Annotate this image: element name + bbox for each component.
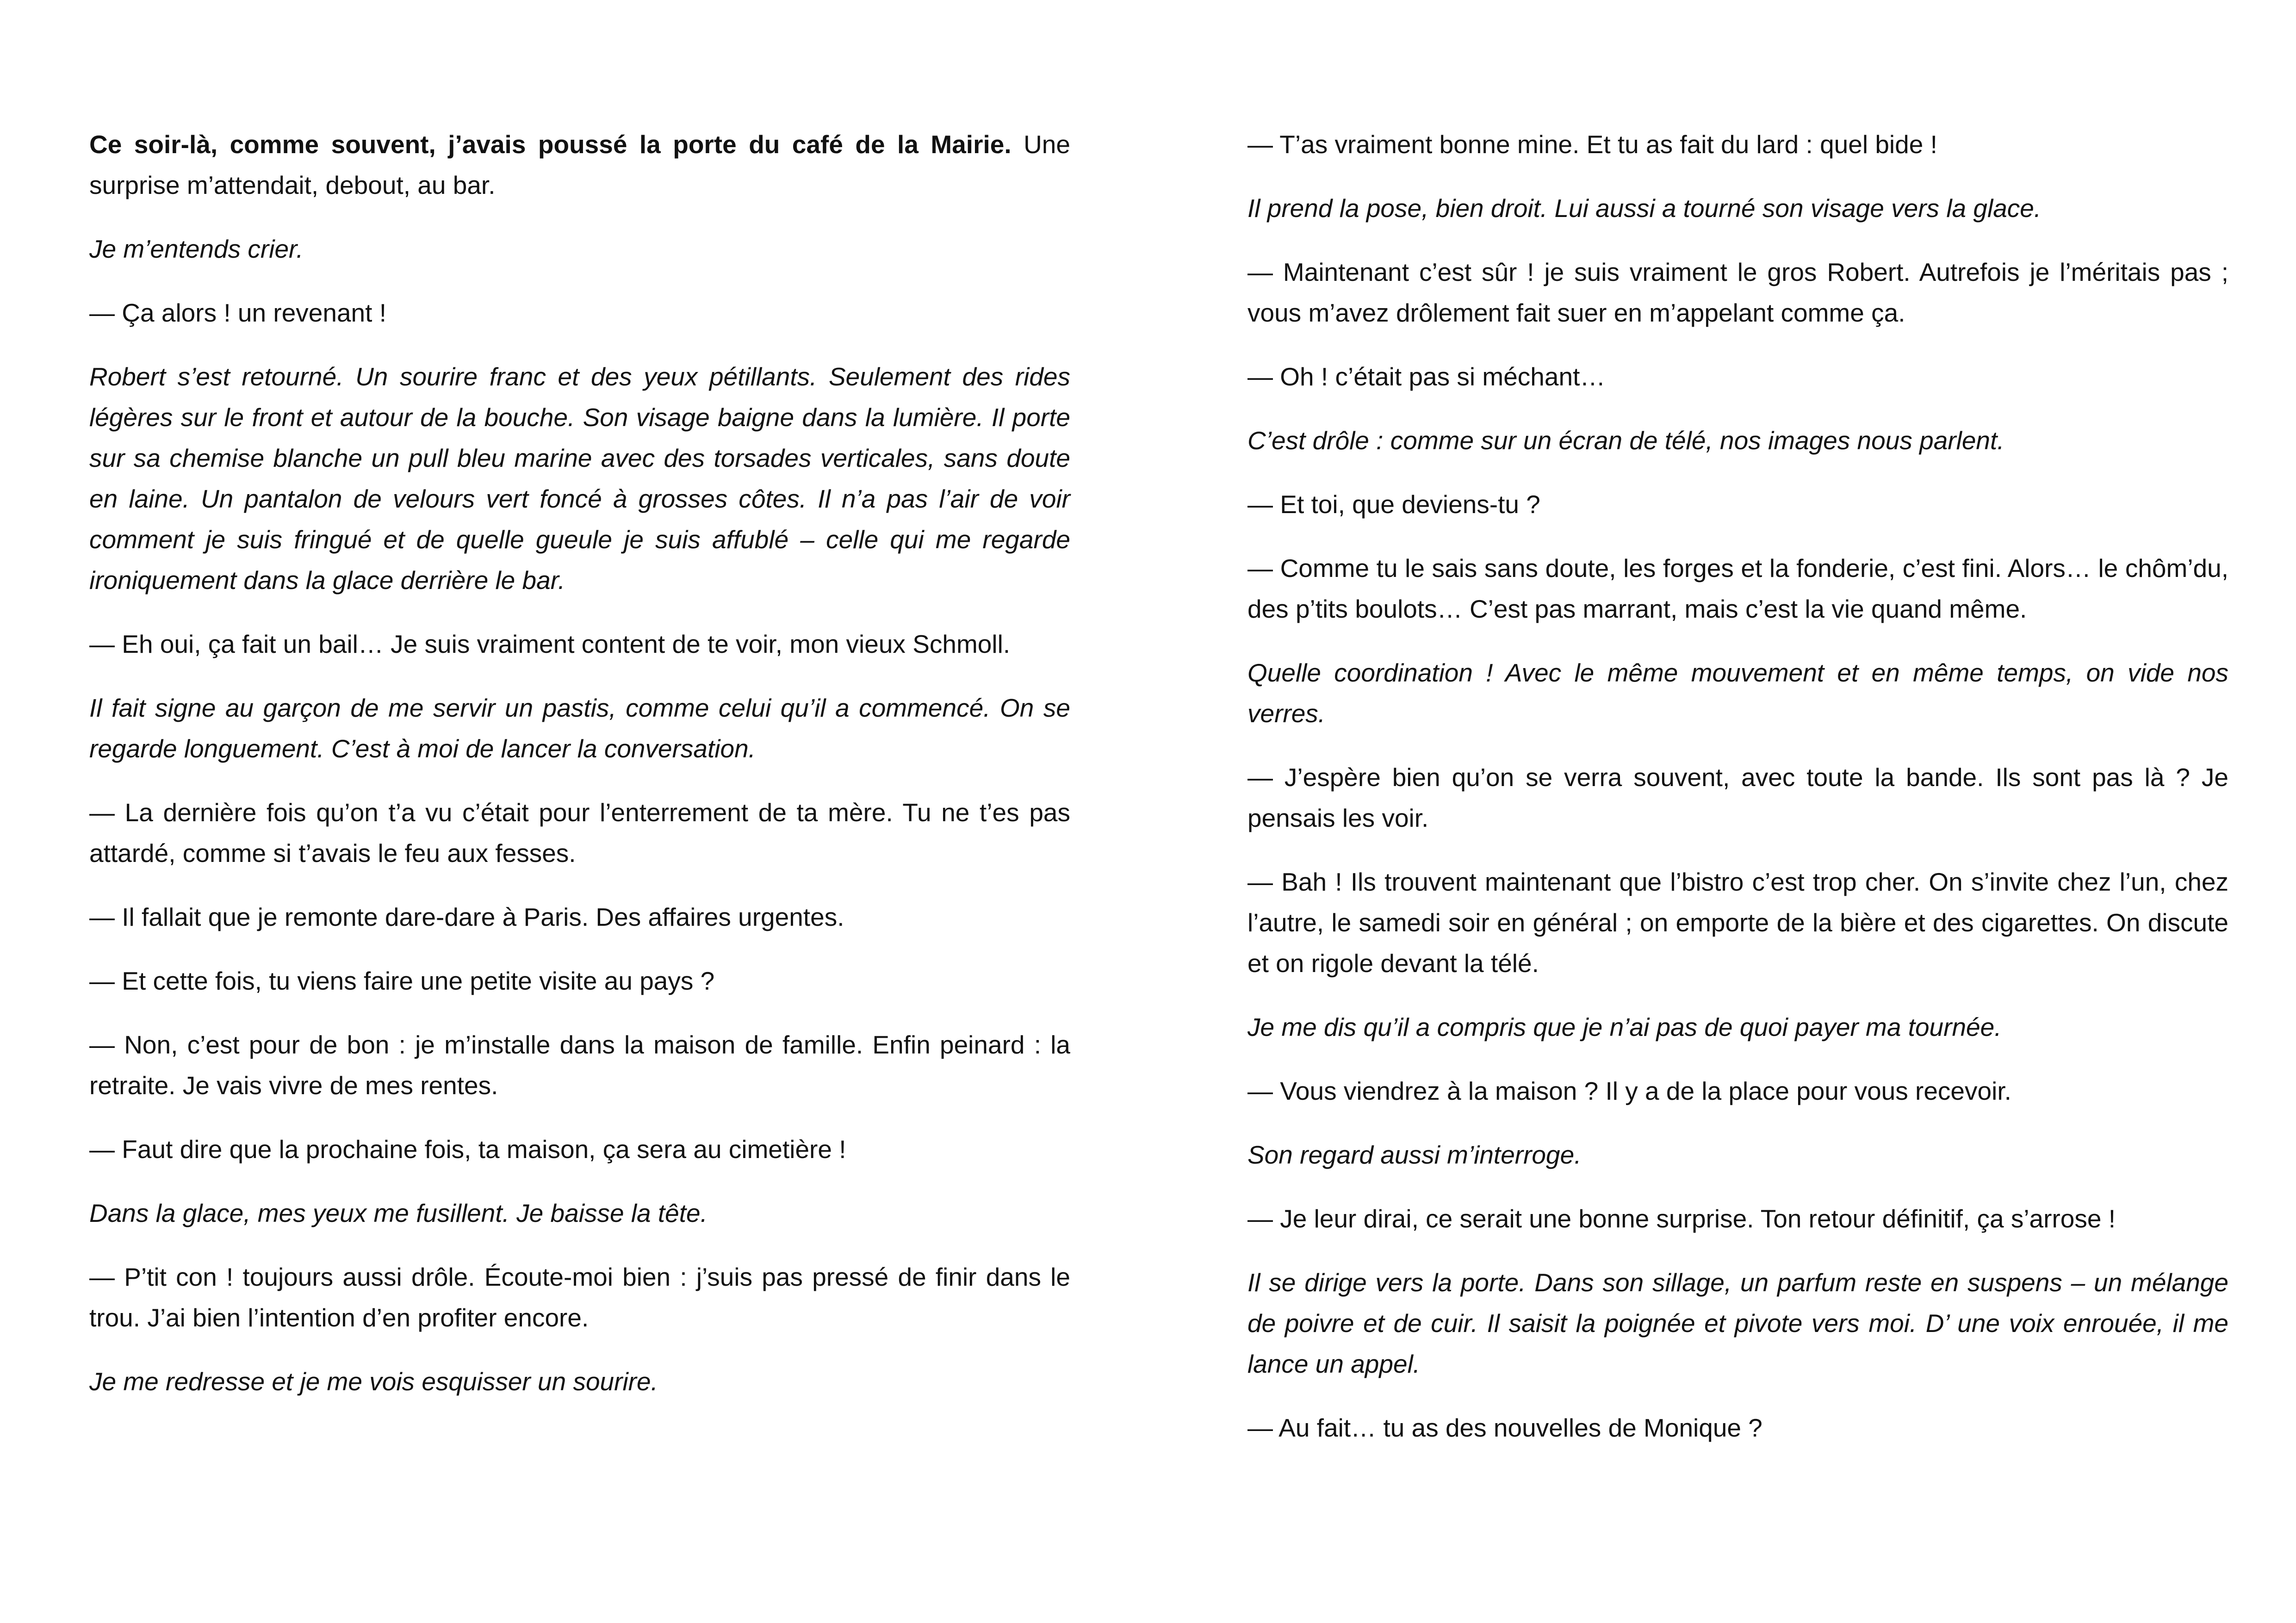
dialogue-paragraph: — P’tit con ! toujours aussi drôle. Écoute-moi bien : j’suis pas pressé de finir dans le trou. J’ai bien l’intention d’en profiter encore. [89,1263,1070,1332]
left-column [89,124,1070,1425]
narration-paragraph: Quelle coordination ! Avec le même mouvement et en même temps, on vide nos verres. [1247,658,2228,728]
narration-paragraph: Il fait signe au garçon de me servir un pastis, comme celui qu’il a commencé. On se regarde longuement. C’est à moi de lancer la conversation. [89,694,1070,763]
dialogue-paragraph: — Comme tu le sais sans doute, les forges et la fonderie, c’est fini. Alors… le chôm’du, des p’tits boulots… C’est pas marrant, mais c’est la vie quand même. [1247,554,2228,623]
dialogue-paragraph: — Et cette fois, tu viens faire une petite visite au pays ? [89,966,715,995]
dialogue-paragraph: — Non, c’est pour de bon : je m’installe dans la maison de famille. Enfin peinard : la retraite. Je vais vivre de mes rentes. [89,1030,1070,1100]
narration-paragraph: Son regard aussi m’interroge. [1247,1140,1582,1169]
opening-rest: Une surprise m’attendait, debout, au bar. [89,130,1070,199]
dialogue-paragraph: — Eh oui, ça fait un bail… Je suis vraiment content de te voir, mon vieux Schmoll. [89,630,1011,658]
dialogue-paragraph: — Ça alors ! un revenant ! [89,298,386,327]
dialogue-paragraph: — Oh ! c’était pas si méchant… [1247,362,1606,391]
dialogue-paragraph: — Bah ! Ils trouvent maintenant que l’bistro c’est trop cher. On s’invite chez l’un, chez l’autre, le samedi soir en général ; on emporte de la bière et des cigarettes. On discute et on rigole devant la télé. [1247,867,2228,978]
right-column [1247,124,2228,1471]
narration-paragraph: Je me redresse et je me vois esquisser un sourire. [89,1367,658,1396]
narration-paragraph: Je me dis qu’il a compris que je n’ai pas de quoi payer ma tournée. [1247,1013,2002,1041]
dialogue-paragraph: — Au fait… tu as des nouvelles de Monique ? [1247,1413,1762,1442]
opening-paragraph [89,124,1070,205]
narration-paragraph: Dans la glace, mes yeux me fusillent. Je baisse la tête. [89,1199,707,1227]
narration-paragraph: Il prend la pose, bien droit. Lui aussi a tourné son visage vers la glace. [1247,194,2042,223]
dialogue-paragraph: — Je leur dirai, ce serait une bonne surprise. Ton retour définitif, ça s’arrose ! [1247,1204,2116,1233]
opening-bold-sentence: Ce soir-là, comme souvent, j’avais poussé la porte du café de la Mairie. [89,130,1011,159]
dialogue-paragraph: — T’as vraiment bonne mine. Et tu as fait du lard : quel bide ! [1247,130,1937,159]
narration-paragraph: Je m’entends crier. [89,235,304,263]
dialogue-paragraph: — J’espère bien qu’on se verra souvent, avec toute la bande. Ils sont pas là ? Je pensais les voir. [1247,763,2228,832]
dialogue-paragraph: — La dernière fois qu’on t’a vu c’était pour l’enterrement de ta mère. Tu ne t’es pas attardé, comme si t’avais le feu aux fesses. [89,798,1070,867]
dialogue-paragraph: — Maintenant c’est sûr ! je suis vraiment le gros Robert. Autrefois je l’méritais pas ; vous m’avez drôlement fait suer en m’appelant comme ça. [1247,258,2228,327]
dialogue-paragraph: — Faut dire que la prochaine fois, ta maison, ça sera au cimetière ! [89,1135,846,1164]
dialogue-paragraph: — Et toi, que deviens-tu ? [1247,490,1540,519]
dialogue-paragraph: — Il fallait que je remonte dare-dare à Paris. Des affaires urgentes. [89,903,844,931]
narration-paragraph: C’est drôle : comme sur un écran de télé, nos images nous parlent. [1247,426,2004,455]
narration-paragraph: Il se dirige vers la porte. Dans son sillage, un parfum reste en suspens – un mélange de poivre et de cuir. Il saisit la poignée et pivote vers moi. D’ une voix enrouée, il me lance un appel. [1247,1268,2228,1378]
dialogue-paragraph: — Vous viendrez à la maison ? Il y a de la place pour vous recevoir. [1247,1077,2011,1105]
narration-paragraph: Robert s’est retourné. Un sourire franc et des yeux pétillants. Seulement des rides légères sur le front et autour de la bouche. Son visage baigne dans la lumière. Il porte sur sa chemise blanche un pull bleu marine avec des torsades verticales, sans doute en laine. Un pantalon de velours vert foncé à grosses côtes. Il n’a pas l’air de voir comment je suis fringué et de quelle gueule je suis affublé – celle qui me regarde ironiquement dans la glace derrière le bar. [89,362,1070,595]
